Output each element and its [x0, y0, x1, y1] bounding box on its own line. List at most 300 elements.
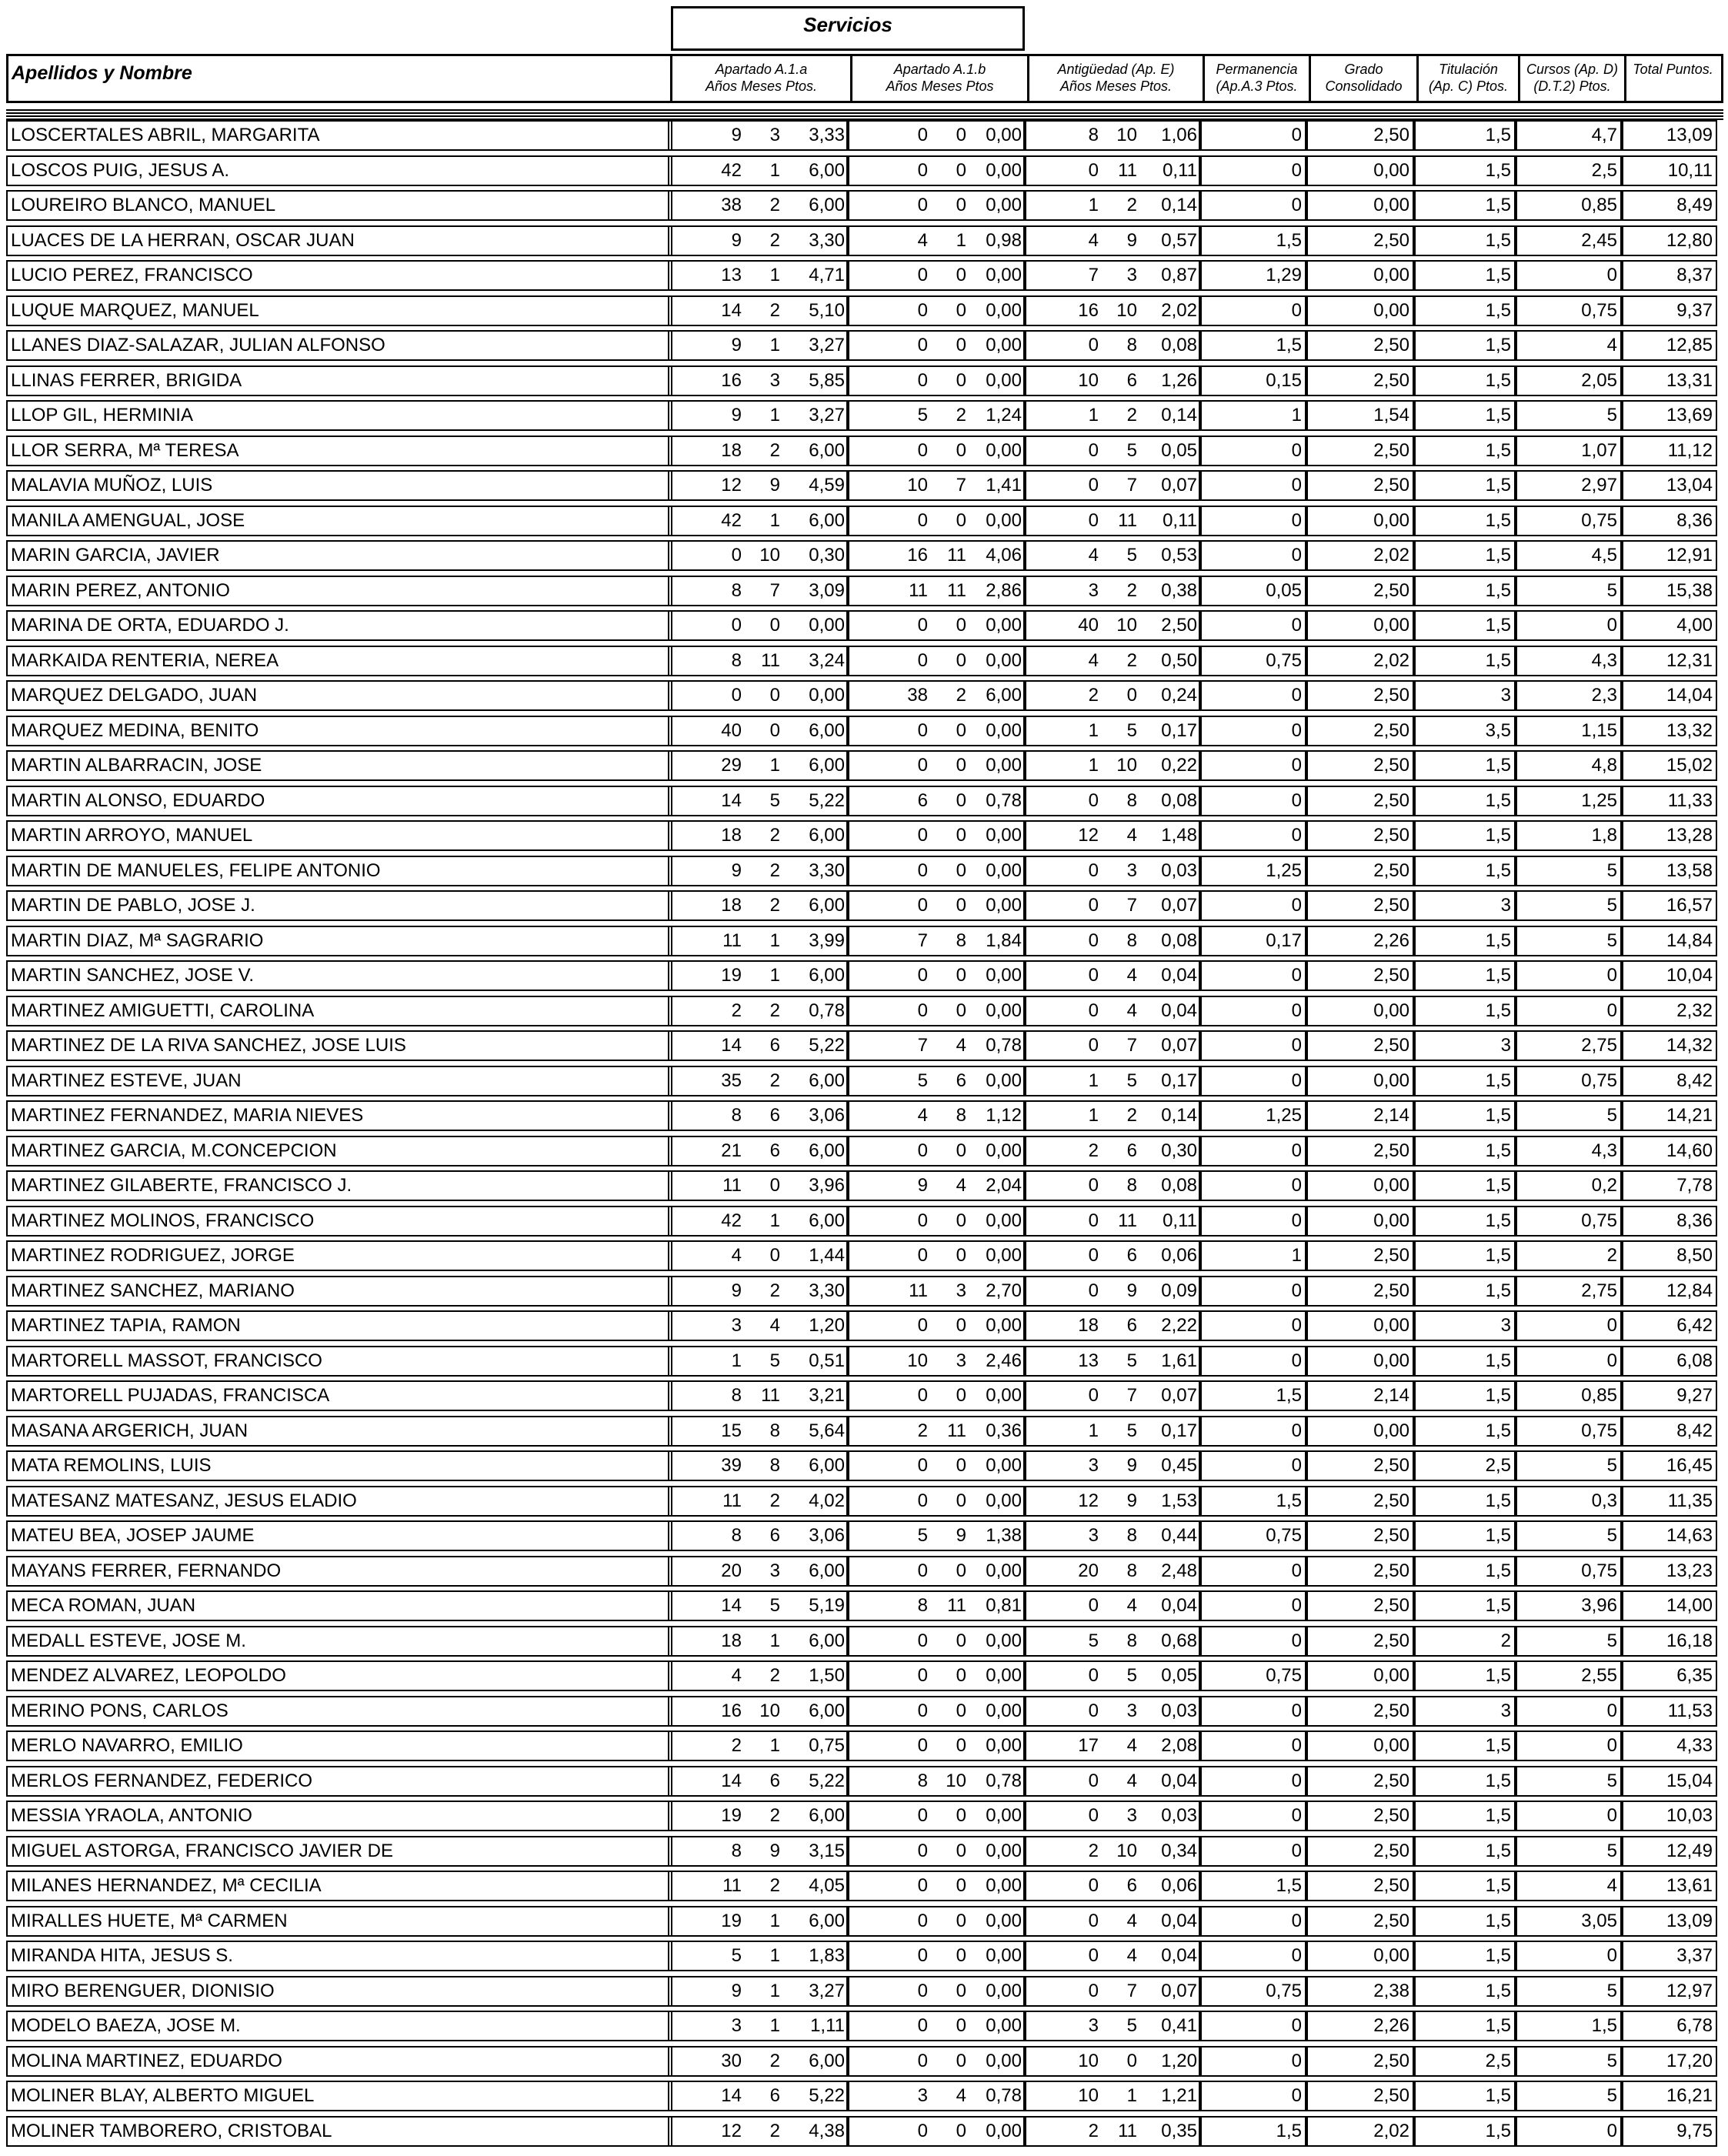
cell-years: 4 [1088, 649, 1099, 671]
cell-years: 0 [1088, 1980, 1099, 2001]
cell-group-1 [668, 996, 848, 1026]
cell-group-3 [1025, 1696, 1200, 1727]
cell-group-1 [668, 295, 848, 326]
cell-group-2 [848, 996, 1025, 1026]
cell-months: 0 [956, 1875, 966, 1896]
cell-group-1 [668, 1941, 848, 1971]
cell-points: 0,00 [809, 685, 845, 706]
cell-months: 3 [1126, 1805, 1137, 1826]
table-row [6, 1730, 1723, 1761]
cell-months: 2 [769, 1805, 780, 1826]
cell-years: 42 [721, 1210, 742, 1231]
cell-points: 1,12 [986, 1105, 1022, 1126]
cell-months: 6 [769, 1035, 780, 1056]
cell-value-8: 16,45 [1622, 1450, 1717, 1481]
cell-value-4: 0 [1200, 750, 1306, 781]
cell-value-4: 0 [1200, 960, 1306, 991]
cell-years: 0 [917, 1805, 928, 1826]
cell-group-2 [848, 610, 1025, 641]
cell-value-5: 2,50 [1306, 750, 1414, 781]
cell-months: 10 [1116, 125, 1137, 145]
cell-value-7: 4,5 [1516, 540, 1622, 571]
cell-years: 0 [917, 1945, 928, 1966]
table-row [6, 890, 1723, 921]
cell-name: MARINA DE ORTA, EDUARDO J. [6, 610, 672, 641]
cell-value-6: 1,5 [1414, 786, 1516, 816]
cell-points: 6,00 [809, 1070, 845, 1091]
cell-points: 0,00 [986, 1560, 1022, 1581]
table-row [6, 1066, 1723, 1096]
cell-years: 0 [917, 1315, 928, 1336]
cell-years: 16 [907, 545, 928, 566]
cell-months: 8 [1126, 929, 1137, 951]
cell-value-5: 2,50 [1306, 120, 1414, 151]
cell-years: 30 [721, 2050, 742, 2071]
cell-years: 0 [917, 649, 928, 671]
cell-name: MERINO PONS, CARLOS [6, 1696, 672, 1727]
cell-value-6: 1,5 [1414, 1590, 1516, 1621]
cell-value-4: 0 [1200, 1626, 1306, 1657]
cell-years: 0 [917, 895, 928, 916]
cell-value-5: 2,50 [1306, 890, 1414, 921]
cell-points: 0,06 [1161, 1875, 1197, 1896]
cell-years: 0 [917, 2015, 928, 2036]
cell-years: 8 [731, 1525, 742, 1546]
cell-group-1 [668, 2046, 848, 2077]
cell-group-2 [848, 1906, 1025, 1937]
cell-months: 2 [956, 685, 966, 706]
cell-value-6: 3 [1414, 1310, 1516, 1341]
cell-months: 11 [1118, 509, 1137, 531]
cell-value-4: 0 [1200, 680, 1306, 711]
cell-months: 0 [956, 1700, 966, 1721]
cell-value-4: 0 [1200, 1310, 1306, 1341]
cell-months: 0 [1126, 685, 1137, 706]
cell-years: 8 [731, 1840, 742, 1861]
cell-value-6: 1,5 [1414, 1836, 1516, 1867]
column-header-4 [1203, 56, 1309, 101]
cell-value-5: 2,50 [1306, 365, 1414, 396]
cell-years: 0 [917, 615, 928, 636]
cell-years: 8 [1088, 125, 1099, 145]
cell-years: 0 [917, 1910, 928, 1931]
cell-months: 8 [1126, 1630, 1137, 1651]
cell-value-4: 0 [1200, 1206, 1306, 1237]
cell-months: 7 [1126, 1035, 1137, 1056]
cell-years: 4 [731, 1245, 742, 1266]
table-row [6, 436, 1723, 466]
cell-value-6: 1,5 [1414, 120, 1516, 151]
cell-months: 6 [1126, 369, 1137, 391]
cell-years: 3 [917, 2085, 928, 2106]
cell-value-4: 0 [1200, 540, 1306, 571]
cell-years: 0 [1088, 335, 1099, 355]
cell-years: 5 [917, 1070, 928, 1091]
cell-months: 8 [1126, 1525, 1137, 1546]
cell-group-2 [848, 1030, 1025, 1061]
cell-value-6: 1,5 [1414, 1941, 1516, 1971]
cell-value-6: 3,5 [1414, 716, 1516, 746]
cell-value-5: 0,00 [1306, 295, 1414, 326]
cell-years: 2 [917, 1420, 928, 1441]
cell-group-2 [848, 1626, 1025, 1657]
table-row [6, 2046, 1723, 2077]
cell-months: 0 [956, 1455, 966, 1476]
cell-group-2 [848, 786, 1025, 816]
cell-name: LUACES DE LA HERRAN, OSCAR JUAN [6, 225, 672, 256]
cell-years: 0 [731, 615, 742, 636]
cell-months: 6 [769, 1140, 780, 1161]
cell-value-8: 12,85 [1622, 330, 1717, 361]
cell-value-8: 12,91 [1622, 540, 1717, 571]
cell-name: MATESANZ MATESANZ, JESUS ELADIO [6, 1486, 672, 1517]
cell-years: 6 [917, 789, 928, 811]
cell-value-6: 1,5 [1414, 295, 1516, 326]
cell-value-6: 1,5 [1414, 190, 1516, 221]
cell-value-7: 0,75 [1516, 1556, 1622, 1587]
cell-value-8: 11,33 [1622, 786, 1717, 816]
cell-value-7: 0,85 [1516, 1380, 1622, 1411]
cell-name: MARTINEZ GARCIA, M.CONCEPCION [6, 1136, 672, 1166]
cell-group-1 [668, 890, 848, 921]
cell-value-5: 0,00 [1306, 1730, 1414, 1761]
cell-points: 5,85 [809, 369, 845, 391]
cell-value-4: 0,75 [1200, 1520, 1306, 1551]
cell-points: 0,00 [986, 1490, 1022, 1511]
cell-group-1 [668, 646, 848, 676]
cell-value-5: 0,00 [1306, 1310, 1414, 1341]
cell-value-6: 1,5 [1414, 1066, 1516, 1096]
cell-group-2 [848, 1556, 1025, 1587]
cell-name: MARIN GARCIA, JAVIER [6, 540, 672, 571]
cell-months: 0 [769, 685, 780, 706]
cell-points: 4,06 [986, 545, 1022, 566]
cell-years: 1 [1088, 195, 1099, 215]
cell-group-2 [848, 1310, 1025, 1341]
cell-name: LOSCOS PUIG, JESUS A. [6, 155, 672, 186]
cell-years: 2 [731, 1000, 742, 1021]
cell-points: 0,24 [1161, 685, 1197, 706]
cell-name: MARTIN SANCHEZ, JOSE V. [6, 960, 672, 991]
column-header-line1: Titulación [1439, 62, 1498, 77]
cell-name: LUCIO PEREZ, FRANCISCO [6, 260, 672, 291]
cell-points: 0,45 [1161, 1455, 1197, 1476]
cell-value-5: 2,50 [1306, 2081, 1414, 2111]
cell-value-7: 0,3 [1516, 1486, 1622, 1517]
cell-group-3 [1025, 470, 1200, 501]
cell-value-8: 9,27 [1622, 1380, 1717, 1411]
table-row [6, 1520, 1723, 1551]
cell-value-8: 8,37 [1622, 260, 1717, 291]
cell-value-5: 2,14 [1306, 1100, 1414, 1131]
cell-years: 42 [721, 509, 742, 531]
cell-value-5: 0,00 [1306, 1941, 1414, 1971]
cell-group-1 [668, 1416, 848, 1447]
cell-years: 0 [1088, 475, 1099, 496]
cell-points: 0,07 [1161, 1385, 1197, 1406]
cell-value-8: 12,31 [1622, 646, 1717, 676]
cell-years: 2 [1088, 1140, 1099, 1161]
cell-value-8: 10,04 [1622, 960, 1717, 991]
cell-years: 0 [917, 1000, 928, 1021]
cell-value-5: 2,50 [1306, 680, 1414, 711]
cell-months: 0 [956, 2050, 966, 2071]
cell-group-3 [1025, 680, 1200, 711]
cell-points: 0,78 [986, 789, 1022, 811]
cell-name: MARTIN ALBARRACIN, JOSE [6, 750, 672, 781]
cell-value-4: 0 [1200, 1906, 1306, 1937]
cell-years: 4 [1088, 229, 1099, 251]
cell-points: 0,00 [986, 335, 1022, 355]
cell-value-4: 1,5 [1200, 225, 1306, 256]
cell-group-3 [1025, 1416, 1200, 1447]
table-row [6, 1590, 1723, 1621]
cell-years: 2 [731, 1735, 742, 1756]
cell-months: 0 [956, 2015, 966, 2036]
cell-months: 1 [769, 1735, 780, 1756]
cell-value-8: 11,53 [1622, 1696, 1717, 1727]
cell-points: 3,27 [809, 405, 845, 426]
cell-points: 1,20 [809, 1315, 845, 1336]
cell-months: 11 [947, 1420, 966, 1441]
table-row [6, 260, 1723, 291]
cell-points: 0,05 [1161, 1665, 1197, 1686]
cell-months: 1 [769, 755, 780, 776]
cell-points: 0,00 [986, 1665, 1022, 1686]
cell-points: 6,00 [809, 965, 845, 986]
cell-value-4: 0 [1200, 2046, 1306, 2077]
cell-value-7: 5 [1516, 1626, 1622, 1657]
cell-value-5: 0,00 [1306, 155, 1414, 186]
cell-points: 0,30 [809, 545, 845, 566]
cell-years: 7 [917, 1035, 928, 1056]
cell-months: 0 [956, 755, 966, 776]
cell-group-1 [668, 1100, 848, 1131]
cell-name: MARTIN ARROYO, MANUEL [6, 820, 672, 851]
cell-years: 0 [917, 159, 928, 181]
cell-value-8: 16,18 [1622, 1626, 1717, 1657]
cell-months: 9 [1126, 1490, 1137, 1511]
column-header-line2: (Ap. C) Ptos. [1428, 78, 1509, 94]
cell-value-8: 6,42 [1622, 1310, 1717, 1341]
cell-months: 0 [956, 1735, 966, 1756]
cell-points: 4,71 [809, 265, 845, 285]
cell-points: 0,30 [1161, 1140, 1197, 1161]
cell-points: 0,00 [986, 509, 1022, 531]
cell-value-6: 1,5 [1414, 1906, 1516, 1937]
cell-months: 4 [956, 1035, 966, 1056]
cell-points: 0,44 [1161, 1525, 1197, 1546]
cell-value-5: 2,50 [1306, 1450, 1414, 1481]
cell-group-3 [1025, 2081, 1200, 2111]
cell-group-2 [848, 1450, 1025, 1481]
cell-group-1 [668, 2116, 848, 2147]
cell-value-6: 1,5 [1414, 1206, 1516, 1237]
cell-name: MARTINEZ ESTEVE, JUAN [6, 1066, 672, 1096]
cell-name: LUQUE MARQUEZ, MANUEL [6, 295, 672, 326]
cell-points: 5,22 [809, 2085, 845, 2106]
cell-group-2 [848, 2116, 1025, 2147]
cell-value-7: 5 [1516, 1100, 1622, 1131]
cell-group-3 [1025, 120, 1200, 151]
cell-years: 15 [721, 1420, 742, 1441]
cell-points: 1,84 [986, 929, 1022, 951]
cell-value-8: 11,35 [1622, 1486, 1717, 1517]
cell-group-3 [1025, 996, 1200, 1026]
cell-months: 0 [956, 1315, 966, 1336]
table-row [6, 120, 1723, 151]
cell-group-1 [668, 786, 848, 816]
cell-group-2 [848, 1766, 1025, 1797]
cell-group-1 [668, 1030, 848, 1061]
cell-points: 2,08 [1161, 1735, 1197, 1756]
cell-value-7: 5 [1516, 856, 1622, 886]
cell-points: 0,07 [1161, 1035, 1197, 1056]
cell-group-3 [1025, 295, 1200, 326]
cell-months: 6 [956, 1070, 966, 1091]
cell-years: 1 [1088, 1070, 1099, 1091]
cell-value-4: 0 [1200, 2081, 1306, 2111]
cell-value-4: 1,5 [1200, 2116, 1306, 2147]
cell-points: 0,06 [1161, 1245, 1197, 1266]
cell-years: 8 [917, 1770, 928, 1791]
cell-value-7: 0,75 [1516, 295, 1622, 326]
cell-value-5: 2,50 [1306, 1486, 1414, 1517]
cell-name: LLOR SERRA, Mª TERESA [6, 436, 672, 466]
table-row [6, 1871, 1723, 1901]
cell-points: 6,00 [809, 509, 845, 531]
cell-group-1 [668, 1346, 848, 1377]
cell-value-4: 0 [1200, 1801, 1306, 1831]
cell-months: 0 [956, 1665, 966, 1686]
cell-value-6: 1,5 [1414, 1170, 1516, 1201]
cell-years: 3 [1088, 579, 1099, 601]
cell-group-3 [1025, 1450, 1200, 1481]
cell-group-1 [668, 506, 848, 536]
cell-value-7: 2,75 [1516, 1276, 1622, 1307]
cell-months: 11 [947, 545, 966, 566]
cell-value-7: 4 [1516, 1871, 1622, 1901]
cell-years: 0 [1088, 1280, 1099, 1301]
cell-years: 0 [1088, 1175, 1099, 1196]
cell-months: 3 [1126, 265, 1137, 285]
cell-name: MARTORELL MASSOT, FRANCISCO [6, 1346, 672, 1377]
cell-months: 0 [956, 895, 966, 916]
cell-value-5: 2,50 [1306, 2046, 1414, 2077]
cell-months: 0 [956, 789, 966, 811]
cell-months: 4 [1126, 1910, 1137, 1931]
cell-months: 0 [956, 1560, 966, 1581]
cell-value-7: 1,8 [1516, 820, 1622, 851]
cell-value-7: 0 [1516, 1310, 1622, 1341]
cell-value-7: 5 [1516, 1836, 1622, 1867]
cell-group-2 [848, 2011, 1025, 2041]
cell-years: 0 [917, 1210, 928, 1231]
cell-years: 2 [1088, 2120, 1099, 2141]
cell-years: 10 [1078, 2085, 1099, 2106]
cell-group-3 [1025, 1346, 1200, 1377]
cell-group-1 [668, 2081, 848, 2111]
cell-months: 7 [1126, 1980, 1137, 2001]
cell-value-7: 4,3 [1516, 1136, 1622, 1166]
cell-years: 5 [1088, 1630, 1099, 1651]
cell-value-6: 1,5 [1414, 1486, 1516, 1517]
cell-group-2 [848, 2046, 1025, 2077]
cell-years: 14 [721, 1035, 742, 1056]
cell-months: 7 [1126, 895, 1137, 916]
cell-months: 5 [1126, 1420, 1137, 1441]
cell-value-8: 16,21 [1622, 2081, 1717, 2111]
cell-group-3 [1025, 2011, 1200, 2041]
cell-group-3 [1025, 716, 1200, 746]
cell-years: 38 [721, 195, 742, 215]
cell-months: 1 [769, 1980, 780, 2001]
cell-value-6: 1,5 [1414, 1380, 1516, 1411]
cell-years: 0 [917, 2120, 928, 2141]
cell-value-4: 0,15 [1200, 365, 1306, 396]
table-row [6, 1696, 1723, 1727]
cell-value-6: 3 [1414, 680, 1516, 711]
cell-group-2 [848, 890, 1025, 921]
cell-value-5: 2,50 [1306, 786, 1414, 816]
cell-value-4: 0 [1200, 1030, 1306, 1061]
cell-years: 0 [917, 1840, 928, 1861]
cell-months: 11 [1118, 1210, 1137, 1231]
cell-group-3 [1025, 1556, 1200, 1587]
cell-years: 0 [1088, 859, 1099, 881]
cell-points: 0,00 [986, 299, 1022, 321]
cell-group-3 [1025, 786, 1200, 816]
cell-points: 0,11 [1163, 509, 1197, 531]
cell-group-1 [668, 750, 848, 781]
cell-group-1 [668, 576, 848, 606]
cell-months: 1 [769, 265, 780, 285]
cell-points: 0,00 [986, 439, 1022, 461]
cell-years: 0 [917, 1245, 928, 1266]
table-row [6, 1100, 1723, 1131]
cell-value-7: 5 [1516, 1520, 1622, 1551]
cell-months: 0 [956, 1805, 966, 1826]
cell-group-2 [848, 1486, 1025, 1517]
cell-value-8: 15,02 [1622, 750, 1717, 781]
cell-name: MERLOS FERNANDEZ, FEDERICO [6, 1766, 672, 1797]
cell-months: 6 [769, 2085, 780, 2106]
cell-years: 40 [721, 719, 742, 741]
cell-years: 11 [722, 1875, 742, 1896]
cell-group-1 [668, 400, 848, 431]
cell-group-2 [848, 820, 1025, 851]
cell-points: 1,06 [1161, 125, 1197, 145]
cell-points: 0,41 [1161, 2015, 1197, 2036]
cell-value-4: 1,5 [1200, 1871, 1306, 1901]
cell-points: 6,00 [809, 1210, 845, 1231]
cell-points: 0,98 [986, 229, 1022, 251]
cell-value-7: 0 [1516, 996, 1622, 1026]
cell-value-7: 2,05 [1516, 365, 1622, 396]
cell-value-6: 1,5 [1414, 1416, 1516, 1447]
cell-months: 7 [1126, 1385, 1137, 1406]
cell-years: 7 [1088, 265, 1099, 285]
cell-value-8: 14,04 [1622, 680, 1717, 711]
cell-points: 6,00 [809, 1560, 845, 1581]
cell-months: 9 [769, 475, 780, 496]
cell-points: 0,78 [809, 1000, 845, 1021]
cell-value-6: 1,5 [1414, 1556, 1516, 1587]
table-row [6, 820, 1723, 851]
cell-group-3 [1025, 1206, 1200, 1237]
cell-group-1 [668, 856, 848, 886]
cell-points: 0,50 [1161, 649, 1197, 671]
